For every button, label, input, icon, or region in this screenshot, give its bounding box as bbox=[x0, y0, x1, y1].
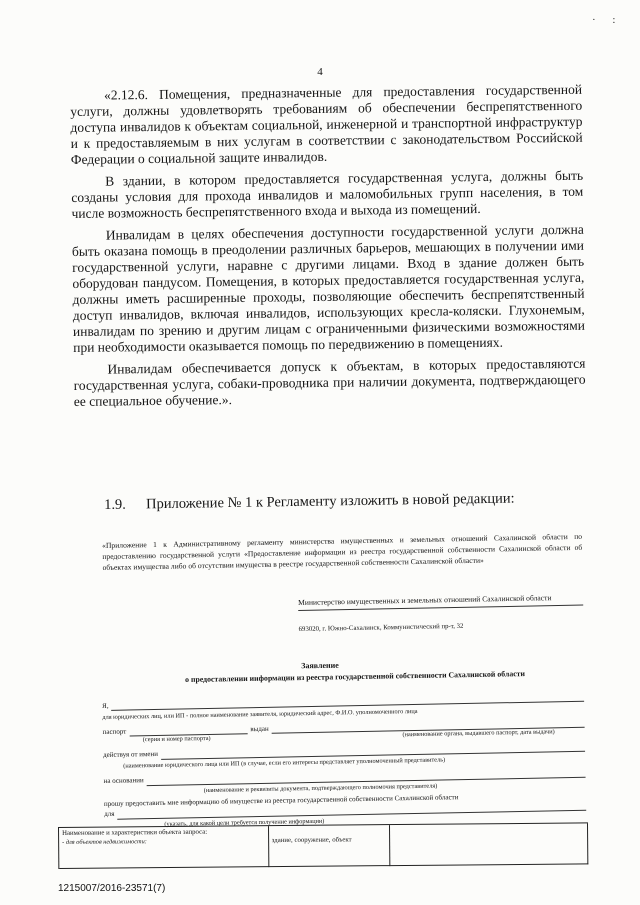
object-table-col2 bbox=[269, 825, 391, 867]
object-table bbox=[58, 822, 588, 869]
main-text bbox=[70, 82, 586, 416]
object-type-text: здание, сооружение, объект bbox=[271, 836, 352, 845]
document-barcode-id: 1215007/2016-23571(7) bbox=[58, 883, 166, 894]
passport-label: паспорт bbox=[102, 727, 127, 736]
object-table-col1 bbox=[59, 826, 269, 869]
corner-marks: · : bbox=[592, 14, 623, 26]
section-text: Приложение № 1 к Регламенту изложить в новой редакции: bbox=[145, 490, 515, 513]
addressee-address: 693020, г. Южно-Сахалинск, Коммунистический пр-т, 32 bbox=[298, 622, 464, 633]
basis-label: на основании bbox=[103, 776, 144, 785]
issued-label: выдан bbox=[250, 724, 269, 733]
addressee-org: Министерство имущественных и земельных отношений Сахалинской области bbox=[298, 592, 583, 611]
paragraph-building: В здании, в котором предоставляется государственная услуга, должны быть созданы условия для прохода инвалидов и маломобильных групп населения, в том числе возможность беспрепятственного входа и выхода из помещений. bbox=[71, 167, 584, 221]
paragraph-guide-dog: Инвалидам обеспечивается допуск к объектам, в которых предоставляются государственная услуга, собаки-проводника при наличии документа, подтверждающего ее специальное обучение.». bbox=[73, 355, 586, 409]
passport-caption-right: (наименование органа, выдавшего паспорт, дата выдачи) bbox=[402, 728, 555, 739]
request-label: прошу предоставить мне информацию об имуществе из реестра государственной собственности Сахалинской области bbox=[103, 793, 459, 808]
object-characteristics-label: Наименование и характеристики объекта запроса: bbox=[62, 828, 208, 837]
paragraph-premises: «2.12.6. Помещения, предназначенные для предоставления государственной услуги, должны удовлетворять требованиям об обеспечении беспрепятственного доступа инвалидов к объектам социальной, инженерной и транспортной инфраструктур и к предоставляемым в них услугам в соответствии с законодательством Российской Федерации о социальной защите инвалидов. bbox=[70, 81, 583, 167]
basis-caption: (наименование и реквизиты документа, подтверждающего полномочия представителя) bbox=[203, 782, 438, 795]
acting-label: действуя от имени bbox=[102, 749, 159, 759]
form-title: Заявление bbox=[301, 660, 339, 671]
application-form bbox=[102, 691, 586, 831]
section-number: 1.9. bbox=[104, 496, 126, 513]
paragraph-assistance: Инвалидам в целях обеспечения доступности государственной услуги должна быть оказана помощь в преодолении различных барьеров, мешающих в получении ими государственной услуги, наравне с другими лицами. Вход в здание должен быть оборудован пандусом. Помещения, в которых предоставляется государственная услуга, должны иметь расширенные проходы, позволяющие обеспечить беспрепятственный доступ инвалидов, включая инвалидов, использующих кресла-коляски. Глухонемым, инвалидам по зрению и другим лицам с ограниченными физическими возможностями при необходимости оказывается помощь по передвижению в помещениях. bbox=[71, 221, 586, 355]
acting-caption: (наименование юридического лица или ИП (в случае, если его интересы представляет уполномоченный представитель) bbox=[123, 756, 446, 770]
passport-caption-left: (серия и номер паспорта) bbox=[142, 734, 211, 744]
appendix-header: «Приложение 1 к Административному регламенту министерства имущественных и земельных отношений Сахалинской области по предоставлению государственной услуги «Предоставление информации из реестра государственной собственности Сахалинской области об объектах имущества либо об отсутствии имущества в реестре государственной собственности Сахалинской области» bbox=[102, 531, 583, 572]
addressee-block bbox=[298, 592, 584, 637]
section-heading bbox=[104, 490, 574, 514]
juridical-caption: для юридических лиц, или ИП - полное наименование заявителя, юридический адрес, Ф.И.О. уполномоченного лица bbox=[102, 707, 418, 721]
page-number: 4 bbox=[317, 66, 323, 78]
for-label: для bbox=[104, 809, 115, 818]
object-table-col3[interactable] bbox=[390, 823, 588, 866]
form-subtitle: о предоставлении информации из реестра государственной собственности Сахалинской области bbox=[185, 669, 526, 685]
real-estate-label: - для объектов недвижимости: bbox=[62, 838, 147, 846]
ya-label: Я, bbox=[102, 701, 109, 710]
purpose-caption: (указать, для какой цели требуется получение информации) bbox=[164, 817, 325, 828]
